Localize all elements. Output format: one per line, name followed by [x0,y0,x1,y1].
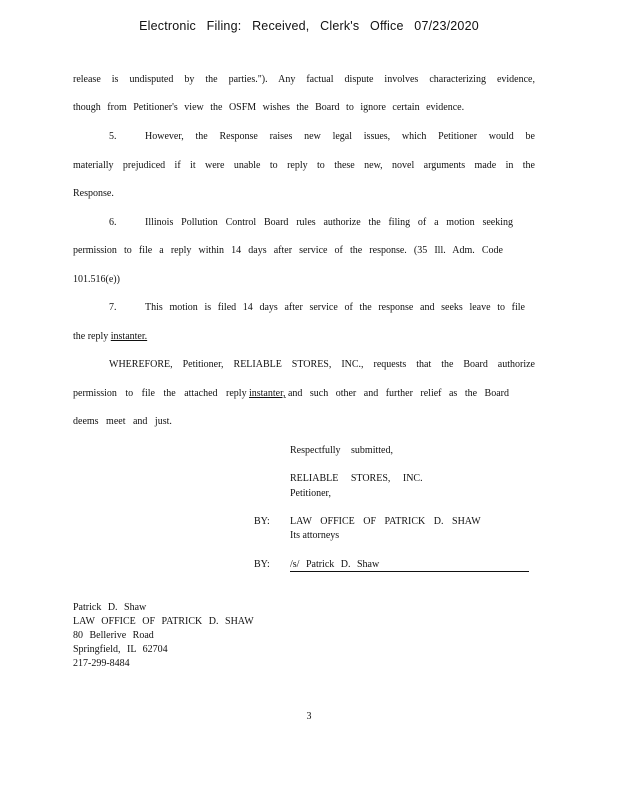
address-city: Springfield, IL 62704 [73,644,168,655]
body-line: However, the Response raises new legal issues, which Petitioner would be [145,131,535,142]
body-line: though from Petitioner's view the OSFM wishes the Board to ignore certain evidence. [73,102,465,113]
address-street: 80 Bellerive Road [73,630,154,641]
body-text: the reply [73,331,109,342]
firm-name: LAW OFFICE OF PATRICK D. SHAW [290,516,481,527]
body-line: release is undisputed by the parties."). Any factual dispute involves characterizing evidence, [73,74,535,85]
body-line: Illinois Pollution Control Board rules authorize the filing of a motion seeking [145,217,513,228]
paragraph-number: 7. [109,302,117,313]
filing-header: Electronic Filing: Received, Clerk's Office 07/23/2020 [139,19,479,33]
body-line: permission to file a reply within 14 days after service of the response. (35 Ill. Adm. Code [73,245,503,256]
body-text: and such other and further relief as the Board [287,388,509,399]
paragraph-number: 6. [109,217,117,228]
body-line: 101.516(e)) [73,274,120,285]
party-role: Petitioner, [290,488,331,499]
body-line: Response. [73,188,114,199]
signature-line [290,571,529,572]
body-line: This motion is filed 14 days after service of the response and seeks leave to file [145,302,525,313]
body-line [73,331,153,342]
by-label: BY: [254,559,270,570]
address-firm: LAW OFFICE OF PATRICK D. SHAW [73,616,254,627]
instanter-underlined: instanter. [110,331,148,342]
closing: Respectfully submitted, [290,445,393,456]
address-name: Patrick D. Shaw [73,602,147,613]
by-label: BY: [254,516,270,527]
firm-role: Its attorneys [290,530,340,541]
instanter-underlined: instanter, [248,388,286,399]
body-line: WHEREFORE, Petitioner, RELIABLE STORES, INC., requests that the Board authorize [109,359,535,370]
body-text: permission to file the attached reply [73,388,247,399]
paragraph-number: 5. [109,131,117,142]
body-line [73,388,509,399]
body-line: materially prejudiced if it were unable to reply to these new, novel arguments made in the [73,160,535,171]
party-name: RELIABLE STORES, INC. [290,473,423,484]
body-line: deems meet and just. [73,416,172,427]
page-number: 3 [306,711,312,722]
address-phone: 217-299-8484 [73,658,130,669]
electronic-signature: /s/ Patrick D. Shaw [290,559,380,570]
